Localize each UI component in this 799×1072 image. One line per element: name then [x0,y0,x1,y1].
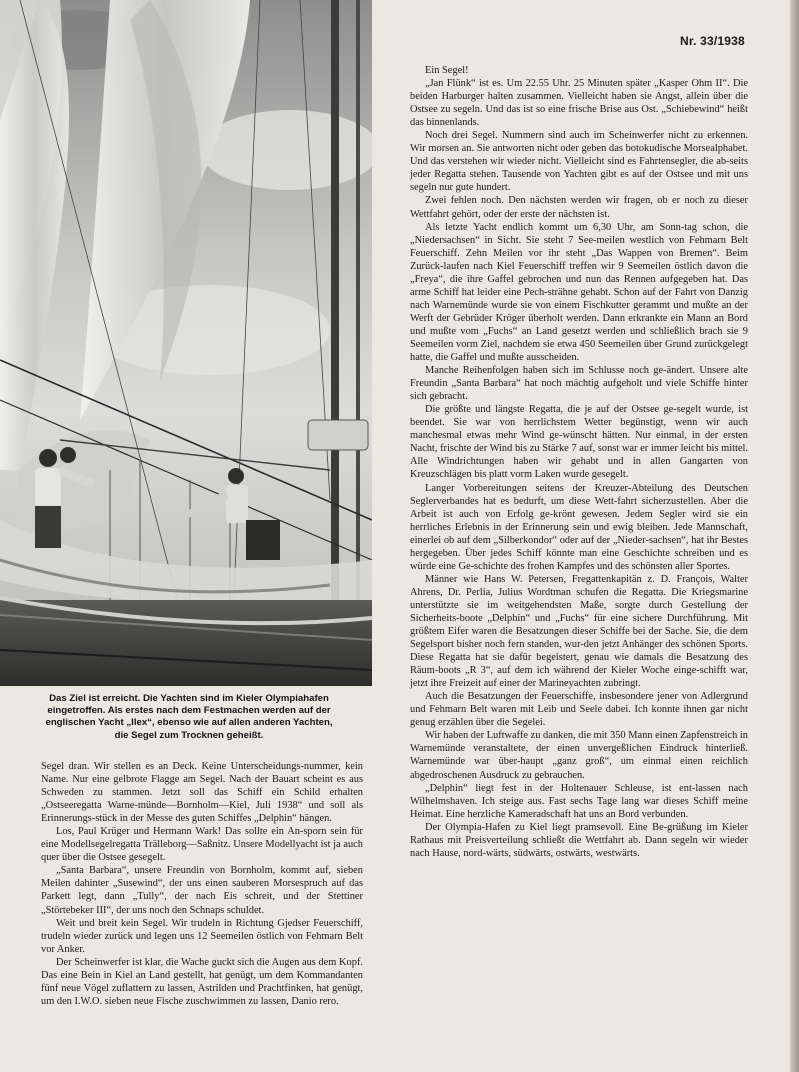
page-edge [790,0,799,1072]
caption-line: eingetroffen. Als erstes nach dem Festmachen werden auf der [47,705,331,717]
caption-line: Das Ziel ist erreicht. Die Yachten sind im Kieler Olympiahafen [49,693,329,704]
paragraph: Wir haben der Luftwaffe zu danken, die mit 350 Mann einen Zapfenstreich in Warnemünde veranstaltete, der einen unvergeßlichen Eindruck hinterließ. Warnemünde war über-haupt „ganz groß“, um einmal einen reichlich abgedroschenen Ausdruck zu gebrauchen. [410,730,748,781]
paragraph: Noch drei Segel. Nummern sind auch im Scheinwerfer nicht zu erkennen. Wir morsen an. Sie antworten nicht oder geben das botokudische Morsealphabet. Und das verstehen wir wieder nicht. Vielleicht sind es Fahrtensegler, die ab-seits jeder Regatta stehen. Tausende von Yachten gibt es auf der Ostsee und mit uns segeln nur gute hundert. [410,130,748,194]
paragraph: Männer wie Hans W. Petersen, Fregattenkapitän z. D. François, Walter Ahrens, Dr. Perlia, Julius Wordtman schufen die Regatta. Die Kriegsmarine unterstützte sie im weitgehendsten Maße, sorgte durch Gestellung der Sicherheits-boote „Delphin“ und „Fuchs“ für eine sichere Durchführung. Mit größtem Eifer waren die Besatzungen dieser Schiffe bei der Sache. Sie, die dem Segelsport bisher noch fern standen, wur-den jetzt Anhänger des schönen Sports. Diese Regatta hat sie dafür begeistert, genau wie damals die Besatzung des Räum-boots „R 3“, auf dem ich während der Kieler Woche einge-schifft war, jetzt ihre Freizeit auf einer der Marineyachten zubringt. [410,573,748,690]
paragraph: Weit und breit kein Segel. Wir trudeln in Richtung Gjedser Feuerschiff, trudeln wieder zurück und legen uns 12 Seemeilen östlich von Fehmarn Belt vor Anker. [41,917,363,955]
paragraph: Segel dran. Wir stellen es an Deck. Keine Unterscheidungs-nummer, kein Name. Nur eine gelbrote Flagge am Segel. Nach der Bauart scheint es aus Schweden zu stammen. Jetzt soll das Schiff ein Schild erhalten „Ostseeregatta Warne-münde—Bornholm—Kiel, Juli 1938“ und soll als Erinnerungs-stück in der Messe des guten Schiffes „Delphin“ hängen. [41,761,363,825]
paragraph: „Jan Flünk“ ist es. Um 22.55 Uhr. 25 Minuten später „Kasper Ohm II“. Die beiden Harburger halten zusammen. Vielleicht haben sie Angst, allein über die Ostsee zu segeln. Und das ist so eine frische Brise aus Ost. „Schiebewind“ heißt das binnenlands. [410,78,748,129]
paragraph: Manche Reihenfolgen haben sich im Schlusse noch ge-ändert. Unsere alte Freundin „Santa Barbara“ hat noch mächtig aufgeholt und viele Schiffe hinter sich gebracht. [410,365,748,403]
photo-caption [8,693,370,742]
paragraph: Die größte und längste Regatta, die je auf der Ostsee ge-segelt wurde, ist beendet. Sie war von herrlichstem Wetter begünstigt, wenn wir auch manchesmal etwas mehr Wind ge-wünscht hätten. Nur einmal, in der ersten Nacht, frischte der Wind bis zu Stärke 7 auf, sonst war er immer leicht bis mittel. Alle Windrichtungen haben wir gehabt und in allen Gangarten von Kreuzschlägen bis platt vorm Laken wurde gesegelt. [410,404,748,481]
paragraph: Zwei fehlen noch. Den nächsten werden wir fragen, ob er noch zu dieser Wettfahrt gehört, oder der erste der nächsten ist. [410,195,748,220]
paragraph: Los, Paul Krüger und Hermann Wark! Das sollte ein An-sporn sein für eine Modellsegelregatta Trälleborg—Saßnitz. Unsere Modellyacht ist ja auch quer über die Ostsee gesegelt. [41,826,363,864]
paragraph: Langer Vorbereitungen seitens der Kreuzer-Abteilung des Deutschen Seglerverbandes hat es bedurft, um diese Wett-fahrt sicherzustellen. Aber die Arbeit ist auch von Erfolg ge-krönt gewesen. Jedem Segler wird sie ein herrliches Erlebnis in der Erinnerung sein und ewig bleiben. Jede Mannschaft, einerlei ob auf dem „Silberkondor“ oder auf der „Nieder-sachsen“, hat ihr Bestes hergegeben. Über jedes Schiff könnte man eine Geschichte schreiben und es würde eine Ge-schichte des frohen Kampfes und des schönsten aller Sportes. [410,482,748,572]
page-number: Nr. 33/1938 [680,34,745,48]
paragraph: „Delphin“ liegt fest in der Holtenauer Schleuse, ist ent-lassen nach Wilhelmshaven. Ich steige aus. Fast sechs Tage lang war dieses Schiff meine Heimat. Eine herzliche Kameradschaft hat uns an Bord verbunden. [410,782,748,820]
paragraph: Als letzte Yacht endlich kommt um 6,30 Uhr, am Sonn-tag schon, die „Niedersachsen“ in Sicht. Sie steht 7 See-meilen westlich von Fehmarn Belt Feuerschiff. Zehn Meilen vor ihr steht „Das Wappen von Bremen“. Beim Zurück-laufen nach Kiel Feuerschiff treffen wir 9 Seemeilen östlich davon die „Freya“, die ihre Gaffel gebrochen und nun das Rennen aufgegeben hat. Das arme Schiff hat leider eine Pech-strähne gehabt. Schon auf der Fahrt von Danzig nach Warnemünde wurde sie von einem Fischkutter gerammt und mußte an der Werft der Gebrüder Kröger überholt werden. Dann erkrankte ein Mann an Bord und mußte vom „Fuchs“ an Land gesetzt werden und schließlich brach sie 9 Seemeilen vorm Ziel, nachdem sie etwa 450 Seemeilen über Grund zurückgelegt hatte, die Gaffel und mußte ausscheiden. [410,221,748,364]
paragraph: „Santa Barbara“, unsere Freundin von Bornholm, kommt auf, sieben Meilen dahinter „Susewind“, der uns einen sauberen Morsespruch auf das Parkett legt, dann „Tully“, der nach Eis schreit, und der Stettiner „Störtebeker III“, der uns noch den Schnaps schuldet. [41,865,363,916]
paragraph: Ein Segel! [425,65,469,76]
caption-line: englischen Yacht „Ilex“, ebenso wie auf allen anderen Yachten, [45,717,333,729]
right-text-column [410,64,748,860]
left-text-column [41,760,363,1008]
caption-line: die Segel zum Trocknen geheißt. [114,729,264,741]
sailing-yacht-photo [0,0,372,686]
paragraph: Der Olympia-Hafen zu Kiel liegt pramsevoll. Eine Be-grüßung im Kieler Rathaus mit Preisverteilung schließt die Wettfahrt ab. Dann segeln wir wieder nach Hause, nord-wärts, südwärts, ostwärts, westwärts. [410,821,748,859]
paragraph: Der Scheinwerfer ist klar, die Wache guckt sich die Augen aus dem Kopf. Das eine Bein in Kiel an Land gestellt, hat genügt, um dem Kommandanten fünf neue Vögel zuflattern zu lassen, Astrilden und Prachtfinken, hat genügt, um den I.W.O. sieben neue Fische zuschwimmen zu lassen, Danio rero. [41,956,363,1007]
photo-illustration [0,0,372,686]
paragraph: Auch die Besatzungen der Feuerschiffe, insbesondere jener von Adlergrund und Fehmarn Belt waren mit Leib und Seele dabei. Ich konnte ihnen gar nicht genug erzählen über die Segelei. [410,691,748,729]
